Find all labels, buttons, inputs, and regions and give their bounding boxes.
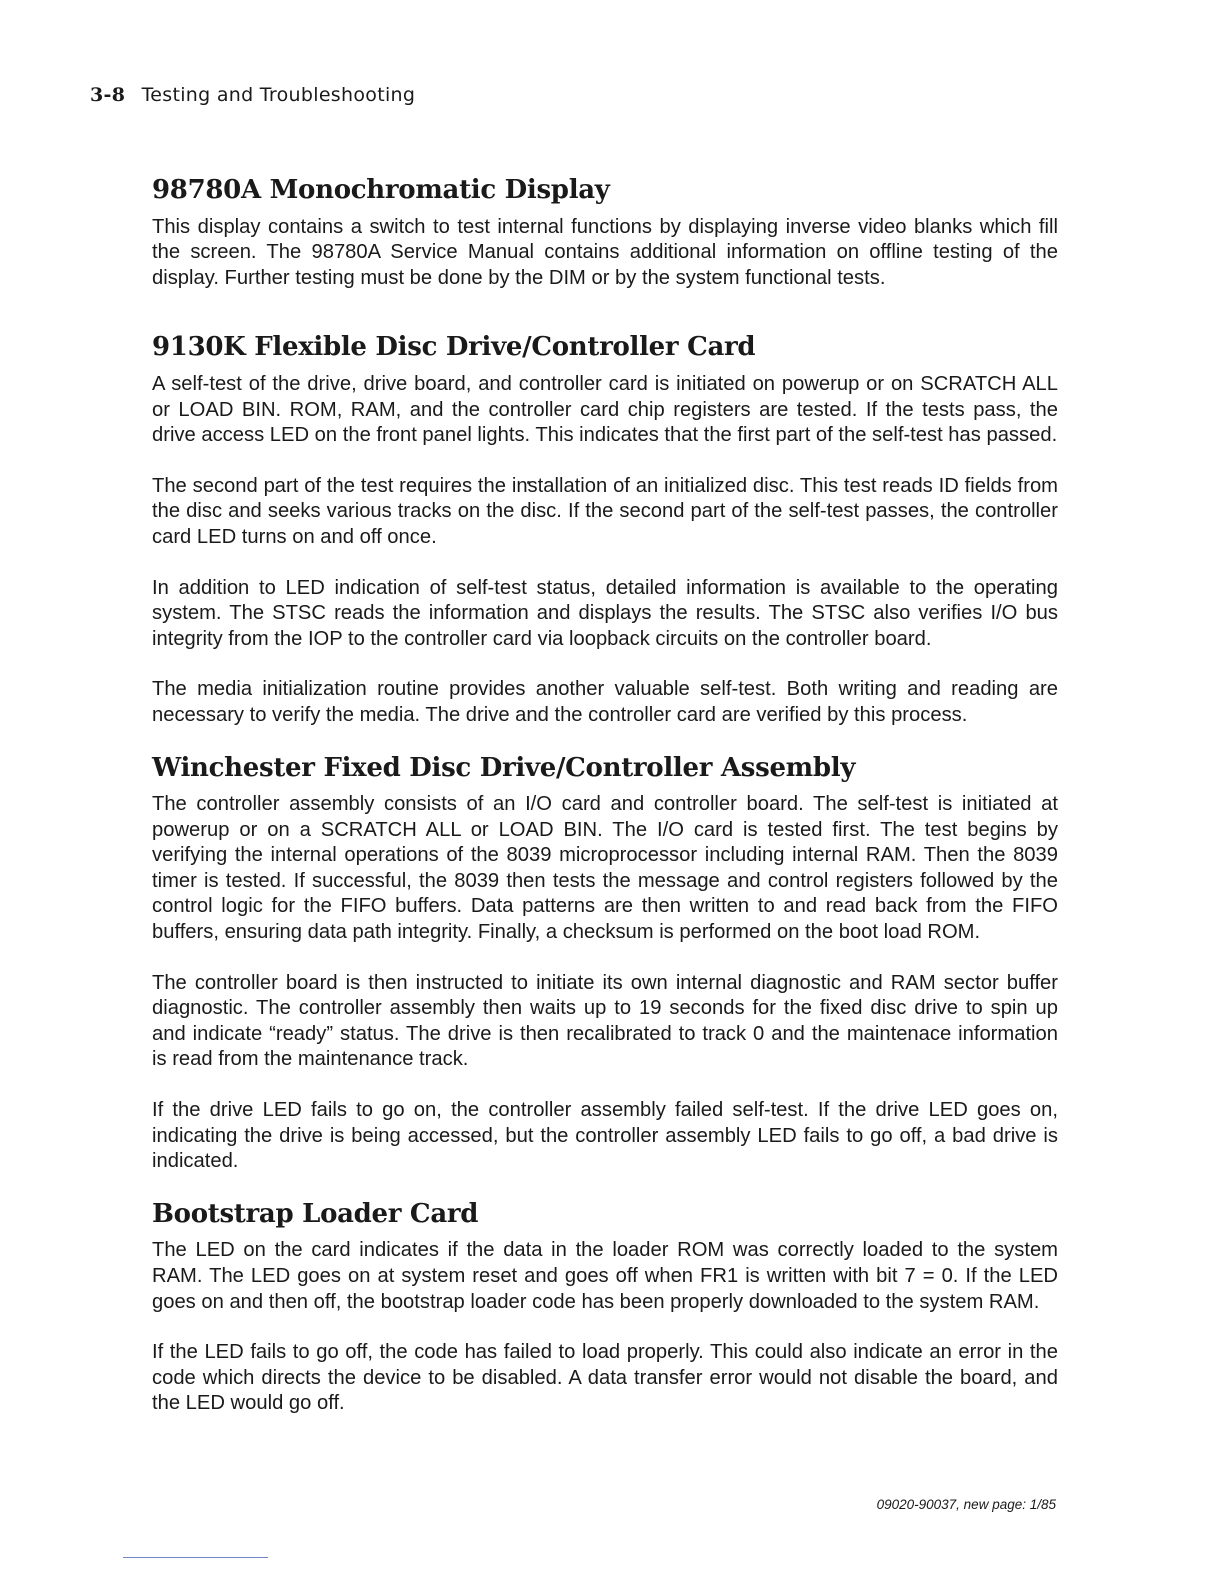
section-winchester-disc: [152, 754, 1058, 1175]
section-heading: Bootstrap Loader Card: [152, 1198, 479, 1229]
section-heading: 98780A Monochromatic Display: [152, 175, 610, 205]
paragraph: This display contains a switch to test internal functions by displaying inverse video blanks which fill the screen. The 98780A Service Manual contains additional information on offline testing of the display. Further testing must be done by the DIM or by the system functional tests.: [152, 215, 1058, 289]
section-heading: Winchester Fixed Disc Drive/Controller Assembly: [152, 752, 856, 783]
page-header: [90, 84, 415, 106]
bottom-rule: [123, 1557, 268, 1558]
section-heading: 9130K Flexible Disc Drive/Controller Card: [152, 332, 756, 363]
paragraph: The media initialization routine provides another valuable self-test. Both writing and reading are necessary to verify the media. The drive and the controller card are verified by this process.: [152, 678, 1058, 726]
paragraph: The controller board is then instructed to initiate its own internal diagnostic and RAM sector buffer diagnostic. The controller assembly then waits up to 19 seconds for the fixed disc drive to spin up and indicate “ready” status. The drive is then recalibrated to track 0 and the maintenace information is read from the maintenance track.: [152, 971, 1058, 1071]
paragraph: In addition to LED indication of self-test status, detailed information is available to the operating system. The STSC reads the information and displays the results. The STSC also verifies I/O bus integrity from the IOP to the controller card via loopback circuits on the controller board.: [152, 576, 1058, 650]
document-reference: 09020-90037, new page: 1/85: [876, 1497, 1056, 1512]
paragraph: The LED on the card indicates if the data in the loader ROM was correctly loaded to the system RAM. The LED goes on at system reset and goes off when FR1 is written with bit 7 = 0. If the LED goes on and then off, the bootstrap loader code has been properly downloaded to the system RAM.: [152, 1239, 1058, 1313]
paragraph: If the LED fails to go off, the code has failed to load properly. This could also indicate an error in the code which directs the device to be disabled. A data transfer error would not disable the board, and the LED would go off.: [152, 1341, 1058, 1415]
paragraph: The controller assembly consists of an I/O card and controller board. The self-test is initiated at powerup or on a SCRATCH ALL or LOAD BIN. The I/O card is tested first. The test begins by verifying the internal operations of the 8039 microprocessor including internal RAM. Then the 8039 timer is tested. If successful, the 8039 then tests the message and control registers followed by the control logic for the FIFO buffers. Data patterns are then written to and read back from the FIFO buffers, ensuring data path integrity. Finally, a checksum is performed on the boot load ROM.: [152, 793, 1058, 944]
section-98780a-display: [152, 176, 1058, 291]
running-section-title: Testing and Troubleshooting: [141, 84, 416, 106]
paragraph: A self-test of the drive, drive board, and controller card is initiated on powerup or on SCRATCH ALL or LOAD BIN. ROM, RAM, and the controller card chip registers are tested. If the tests pass, the drive access LED on the front panel lights. This indicates that the first part of the self-test has passed.: [152, 372, 1058, 447]
section-9130k-disc-drive: [152, 333, 1058, 728]
page-body: [152, 176, 1058, 1442]
page-number: 3-8: [90, 84, 126, 106]
section-bootstrap-loader: [152, 1200, 1058, 1417]
paragraph: If the drive LED fails to go on, the controller assembly failed self-test. If the drive LED goes on, indicating the drive is being accessed, but the controller assembly LED fails to go off, a bad drive is indicated.: [152, 1099, 1058, 1173]
paragraph: The second part of the test requires the installation of an initialized disc. This test reads ID fields from the disc and seeks various tracks on the disc. If the second part of the self-test passes, the controller card LED turns on and off once.: [152, 474, 1058, 548]
